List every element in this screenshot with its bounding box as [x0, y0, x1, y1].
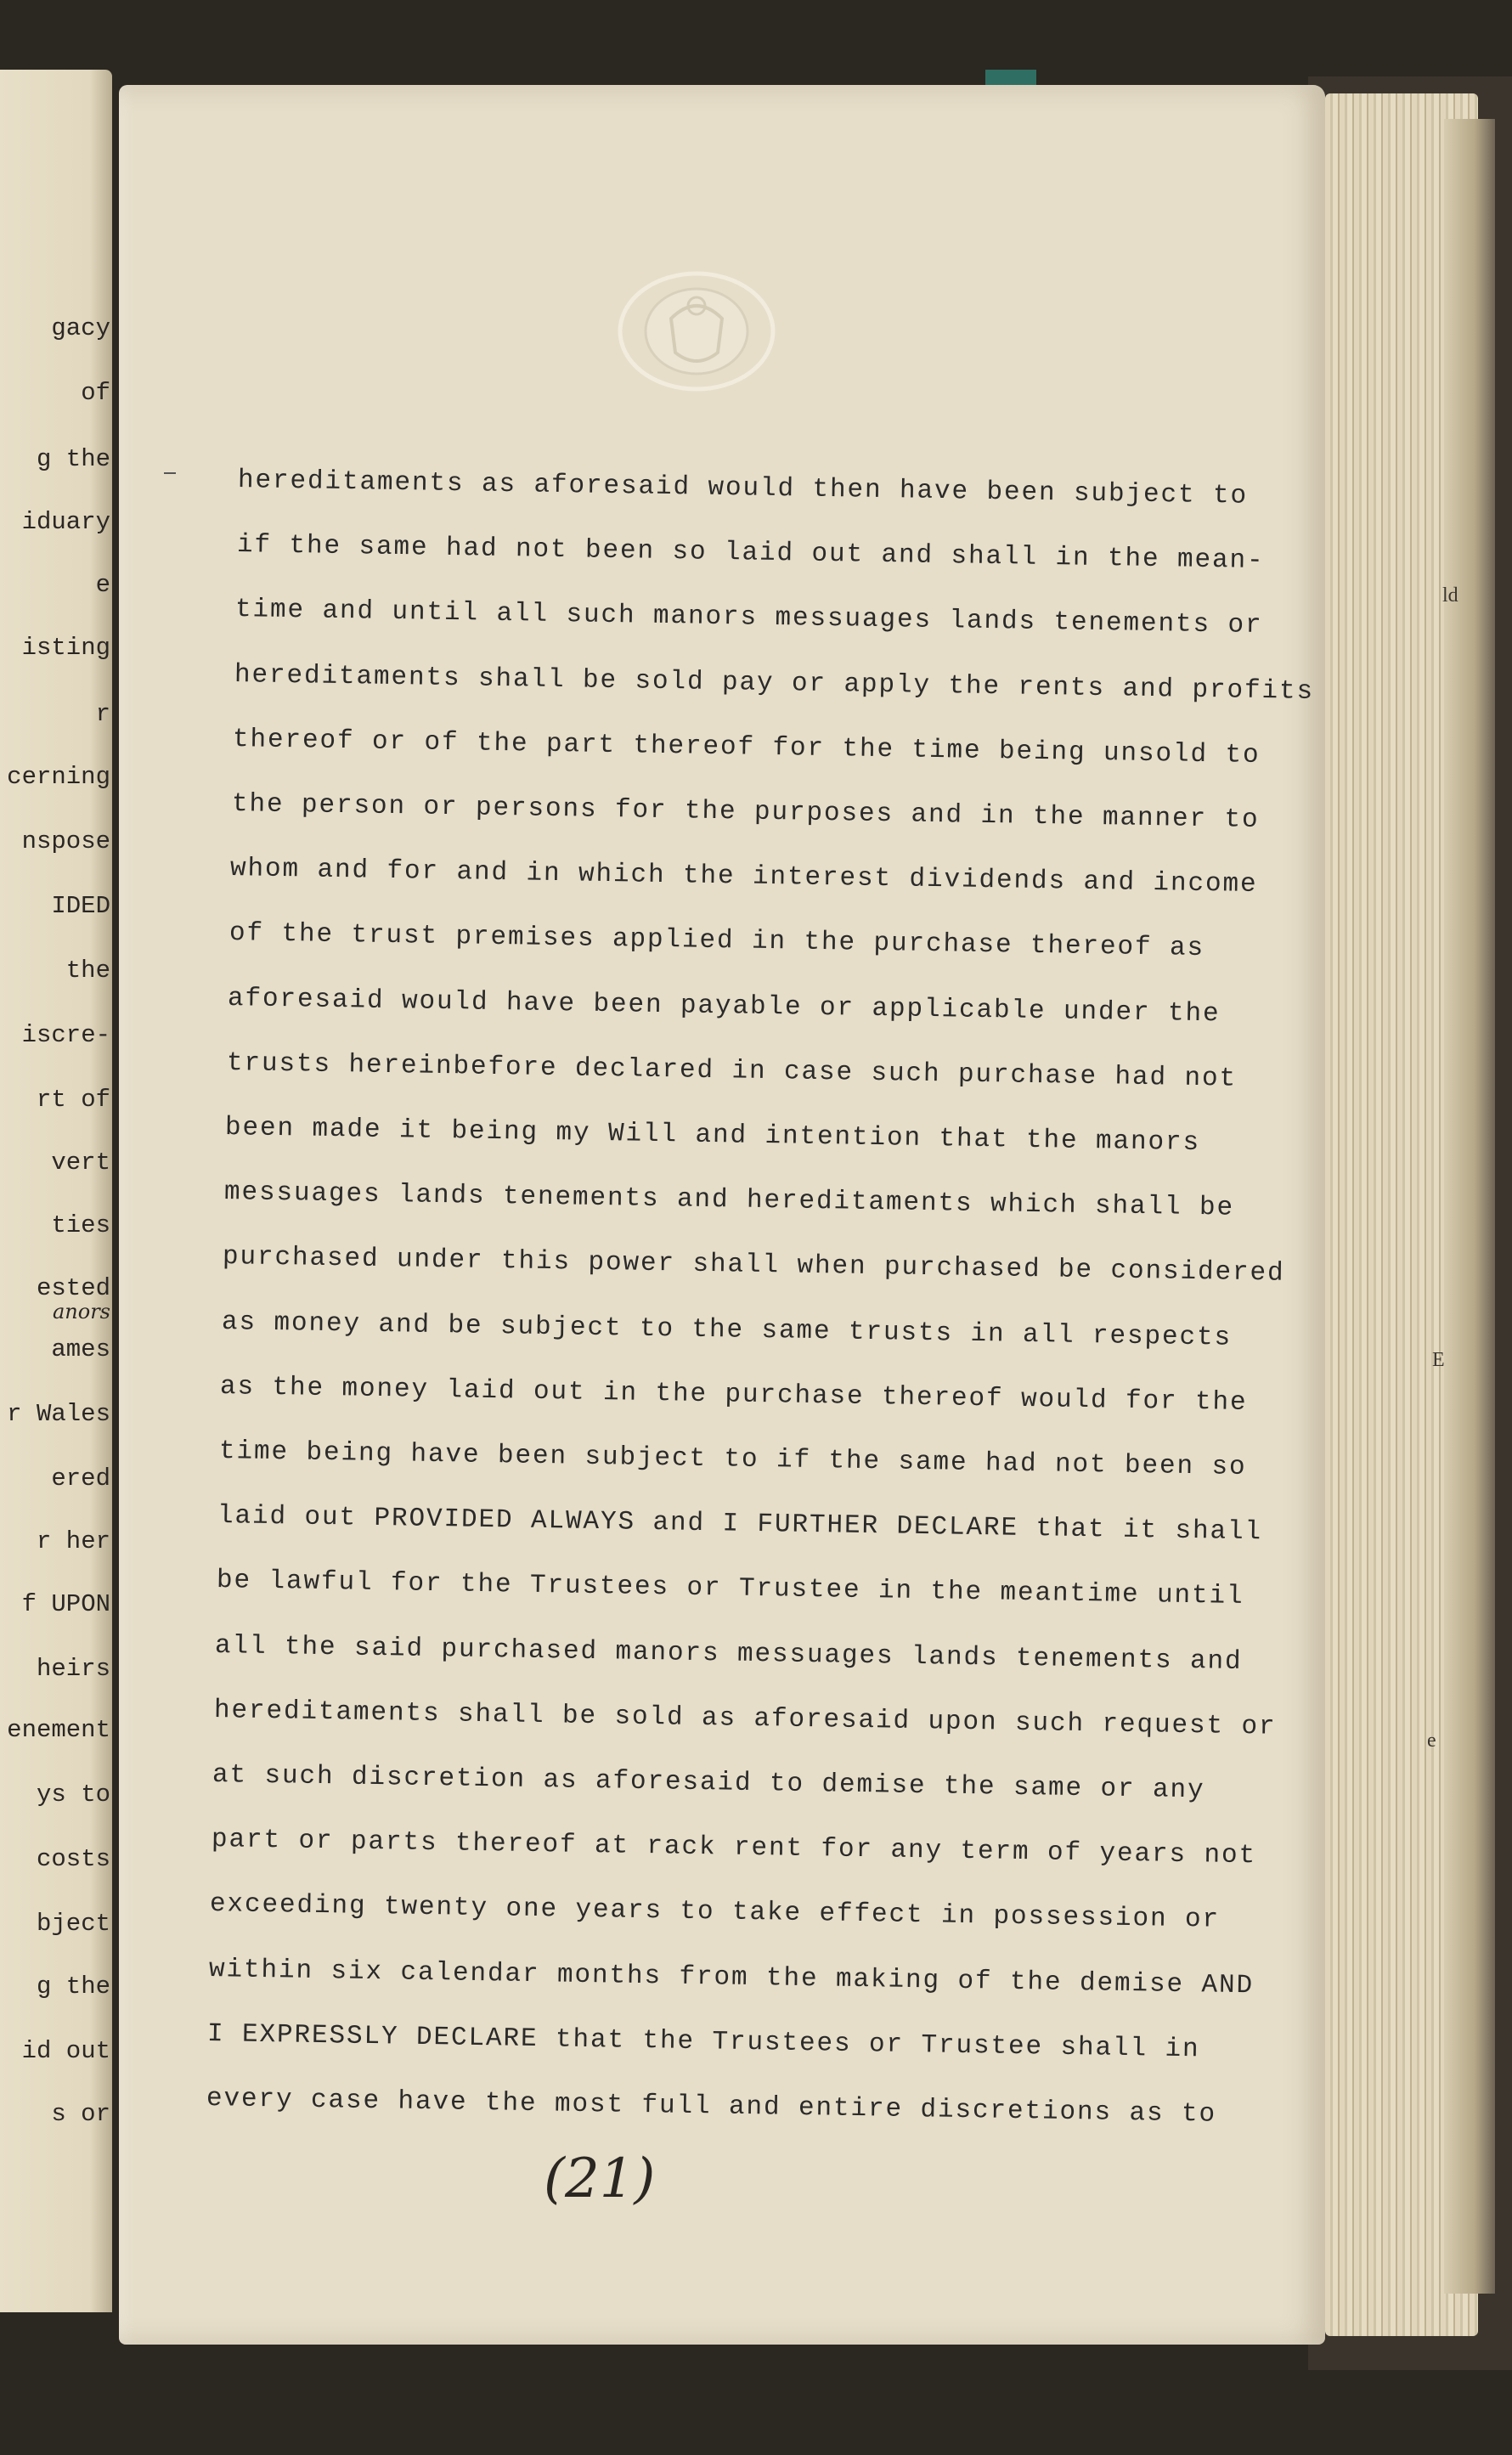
body-line: messuages lands tenements and hereditaments which shall be	[223, 1177, 1234, 1223]
left-page-line: costs	[36, 1845, 110, 1873]
body-line: every case have the most full and entire discretions as to	[206, 2084, 1216, 2130]
left-page-line: iscre-	[21, 1021, 110, 1049]
left-page-line: id out	[21, 2037, 110, 2065]
body-line: time and until all such manors messuages lands tenements or	[234, 595, 1263, 641]
left-page-line: ties	[51, 1211, 110, 1239]
body-line: whom and for and in which the interest dividends and income	[229, 854, 1258, 900]
left-page-line: nspose	[21, 827, 110, 855]
page-number: (21)	[544, 2147, 656, 2210]
body-line: all the said purchased manors messuages lands tenements and	[214, 1630, 1243, 1677]
body-line: as the money laid out in the purchase thereof would for the	[219, 1371, 1248, 1418]
left-page-line: iduary	[21, 508, 110, 536]
body-line: thereof or of the part thereof for the time being unsold to	[232, 724, 1261, 770]
left-page-line: gacy	[51, 314, 110, 342]
left-page-line: cerning	[7, 763, 110, 791]
left-page-line: isting	[21, 634, 110, 662]
stack-mark-3: e	[1427, 1730, 1436, 1752]
body-line: exceeding twenty one years to take effect in possession or	[209, 1889, 1221, 1936]
body-line: of the trust premises applied in the purchase thereof as	[228, 918, 1205, 964]
left-page-line: e	[95, 571, 110, 599]
body-line: I EXPRESSLY DECLARE that the Trustees or Trustee shall in	[206, 2018, 1200, 2065]
body-line: been made it being my Will and intention that the manors	[224, 1113, 1201, 1159]
left-page-line: r her	[36, 1527, 110, 1555]
left-page-line: the	[65, 957, 110, 985]
left-page-line: of	[81, 379, 110, 407]
body-line: hereditaments as aforesaid would then have been subject to	[237, 466, 1249, 511]
body-line: part or parts thereof at rack rent for any term of years not	[211, 1825, 1256, 1871]
body-line: time being have been subject to if the same had not been so	[218, 1436, 1247, 1482]
body-line: trusts hereinbefore declared in case such purchase had not	[226, 1047, 1237, 1094]
body-line: at such discretion as aforesaid to demise the same or any	[212, 1760, 1205, 1806]
stack-mark-2: E	[1432, 1349, 1445, 1371]
left-page-line: g the	[36, 1972, 110, 2001]
body-line: if the same had not been so laid out and shall in the mean-	[236, 530, 1265, 577]
body-line: purchased under this power shall when purchased be considered	[222, 1242, 1285, 1290]
left-page-line: heirs	[36, 1655, 110, 1683]
left-page-line: ered	[51, 1465, 110, 1493]
left-page-line: r	[95, 700, 110, 728]
left-page-line: rt of	[36, 1086, 110, 1114]
left-page-line: g the	[36, 445, 110, 473]
left-page-line: s or	[51, 2100, 110, 2128]
left-page-line: ames	[51, 1335, 110, 1363]
body-line: aforesaid would have been payable or applicable under the	[227, 983, 1221, 1029]
stack-mark-1: ld	[1442, 584, 1458, 607]
left-page-line: f UPON	[21, 1590, 110, 1618]
body-line: hereditaments shall be sold pay or apply the rents and profits	[234, 659, 1314, 707]
body-line: within six calendar months from the making of the demise AND	[208, 1954, 1254, 2001]
left-page-line: anors	[52, 1300, 110, 1323]
left-page-line: bject	[36, 1910, 110, 1938]
body-line: hereditaments shall be sold as aforesaid upon such request or	[213, 1695, 1277, 1742]
left-page-line: enement	[7, 1716, 110, 1744]
body-line: the person or persons for the purposes and in the manner to	[231, 789, 1260, 835]
body-line: as money and be subject to the same trusts in all respects	[221, 1307, 1232, 1353]
body-line: laid out PROVIDED ALWAYS and I FURTHER DECLARE that it shall	[217, 1501, 1263, 1548]
left-page-line: ys to	[36, 1781, 110, 1809]
left-page-line: vert	[51, 1148, 110, 1177]
left-page-line: IDED	[51, 892, 110, 920]
body-line: be lawful for the Trustees or Trustee in the meantime until	[216, 1566, 1244, 1612]
left-page-line: ested	[36, 1274, 110, 1302]
left-page-line: r Wales	[7, 1400, 110, 1428]
